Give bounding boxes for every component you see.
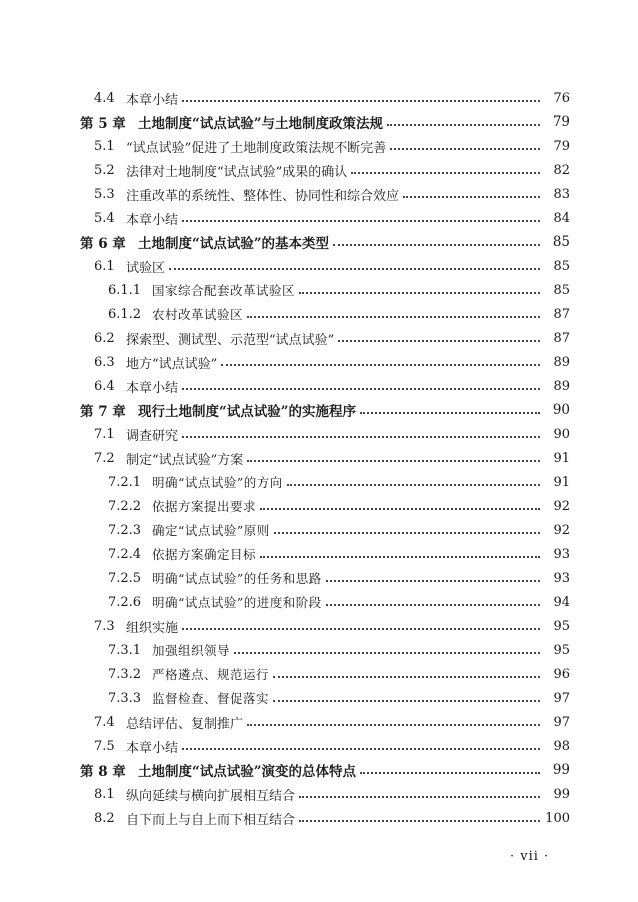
toc-entry-number: 7.3 xyxy=(94,618,115,634)
toc-section-entry[interactable] xyxy=(0,782,638,806)
toc-entry-title: 试验区 xyxy=(126,260,166,276)
toc-chapter-entry[interactable] xyxy=(0,398,638,422)
toc-entry-number: 5.4 xyxy=(94,210,115,226)
toc-dot-leader xyxy=(360,771,540,774)
toc-dot-leader xyxy=(351,171,540,174)
toc-dot-leader xyxy=(326,603,540,606)
toc-section-entry[interactable] xyxy=(0,182,638,206)
toc-entry-number: 7.2.2 xyxy=(108,498,142,514)
toc-entry-title: 依据方案确定目标 xyxy=(152,547,257,562)
toc-entry-page: 76 xyxy=(553,90,570,106)
toc-entry-number: 7.2 xyxy=(94,450,115,466)
toc-dot-leader xyxy=(273,699,540,702)
toc-section-entry[interactable] xyxy=(0,710,638,734)
toc-section-entry[interactable] xyxy=(0,254,638,278)
toc-entry-number: 7.3.1 xyxy=(108,642,142,658)
toc-entry-title: 制定“试点试验”方案 xyxy=(126,452,244,468)
toc-entry-title: 自下而上与自上而下相互结合 xyxy=(126,812,296,828)
toc-entry-number: 6.2 xyxy=(94,330,115,346)
toc-dot-leader xyxy=(299,291,540,294)
toc-entry-page: 91 xyxy=(553,450,570,466)
toc-entry-page: 87 xyxy=(553,330,570,346)
toc-entry-page: 85 xyxy=(553,258,570,274)
toc-dot-leader xyxy=(260,555,540,558)
toc-dot-leader xyxy=(182,627,540,630)
toc-entry-page: 79 xyxy=(552,114,570,130)
toc-chapter-entry[interactable] xyxy=(0,110,638,134)
toc-dot-leader xyxy=(221,363,540,366)
toc-entry-page: 96 xyxy=(553,666,570,682)
toc-entry-title: 明确“试点试验”的任务和思路 xyxy=(152,571,322,586)
page-number-footer: · vii · xyxy=(510,849,550,864)
toc-entry-number: 7.2.4 xyxy=(108,546,142,562)
toc-entry-number: 8.1 xyxy=(94,786,115,802)
toc-dot-leader xyxy=(360,411,540,414)
toc-section-entry[interactable] xyxy=(0,374,638,398)
toc-dot-leader xyxy=(169,267,540,270)
toc-dot-leader xyxy=(260,507,540,510)
toc-entry-page: 97 xyxy=(553,714,570,730)
toc-entry-page: 93 xyxy=(553,546,570,562)
toc-entry-number: 第 5 章 xyxy=(80,116,126,132)
toc-dot-leader xyxy=(182,435,540,438)
toc-dot-leader xyxy=(273,675,540,678)
toc-section-entry[interactable] xyxy=(0,326,638,350)
toc-entry-page: 95 xyxy=(553,618,570,634)
toc-entry-page: 87 xyxy=(553,306,570,322)
toc-entry-page: 94 xyxy=(553,594,570,610)
toc-dot-leader xyxy=(274,531,540,534)
toc-entry-number: 5.2 xyxy=(94,162,115,178)
toc-entry-title: 明确“试点试验”的方向 xyxy=(152,475,283,490)
toc-section-entry[interactable] xyxy=(0,614,638,638)
toc-dot-leader xyxy=(299,795,540,798)
toc-entry-page: 97 xyxy=(553,690,570,706)
toc-entry-number: 第 7 章 xyxy=(80,404,126,420)
toc-section-entry[interactable] xyxy=(0,350,638,374)
toc-entry-title: “试点试验”促进了土地制度政策法规不断完善 xyxy=(126,140,387,156)
toc-section-entry[interactable] xyxy=(0,422,638,446)
toc-entry-number: 7.3.3 xyxy=(108,690,142,706)
toc-entry-page: 90 xyxy=(552,402,570,418)
toc-chapter-entry[interactable] xyxy=(0,758,638,782)
toc-entry-page: 90 xyxy=(553,426,570,442)
toc-entry-number: 7.4 xyxy=(94,714,115,730)
toc-entry-page: 85 xyxy=(553,282,570,298)
toc-dot-leader xyxy=(390,147,540,150)
toc-entry-number: 7.1 xyxy=(94,426,115,442)
toc-subsection-entry[interactable] xyxy=(0,302,638,326)
toc-entry-page: 85 xyxy=(552,234,570,250)
toc-entry-title: 地方“试点试验” xyxy=(126,356,218,372)
toc-entry-title: 农村改革试验区 xyxy=(152,307,244,322)
toc-dot-leader xyxy=(287,483,540,486)
toc-entry-number: 7.2.5 xyxy=(108,570,142,586)
toc-entry-number: 7.5 xyxy=(94,738,115,754)
toc-entry-number: 7.2.3 xyxy=(108,522,142,538)
toc-entry-number: 7.2.1 xyxy=(108,474,142,490)
toc-entry-number: 7.2.6 xyxy=(108,594,142,610)
toc-entry-number: 5.1 xyxy=(94,138,115,154)
toc-entry-title: 纵向延续与横向扩展相互结合 xyxy=(126,788,296,804)
toc-section-entry[interactable] xyxy=(0,206,638,230)
toc-entry-title: 依据方案提出要求 xyxy=(152,499,257,514)
toc-entry-number: 第 6 章 xyxy=(80,236,126,252)
toc-entry-title: 法律对土地制度“试点试验”成果的确认 xyxy=(126,164,348,180)
toc-subsection-entry[interactable] xyxy=(0,566,638,590)
toc-entry-title: 本章小结 xyxy=(126,740,179,756)
toc-entry-page: 83 xyxy=(553,186,570,202)
toc-entry-title: 本章小结 xyxy=(126,92,179,108)
toc-entry-number: 6.3 xyxy=(94,354,115,370)
toc-entry-page: 79 xyxy=(553,138,570,154)
toc-entry-page: 92 xyxy=(553,498,570,514)
toc-dot-leader xyxy=(338,339,540,342)
toc-entry-page: 93 xyxy=(553,570,570,586)
toc-entry-title: 确定“试点试验”原则 xyxy=(152,523,270,538)
toc-section-entry[interactable] xyxy=(0,806,638,830)
toc-subsection-entry[interactable] xyxy=(0,542,638,566)
toc-subsection-entry[interactable] xyxy=(0,590,638,614)
toc-entry-number: 8.2 xyxy=(94,810,115,826)
toc-entry-title: 土地制度“试点试验”与土地制度政策法规 xyxy=(138,116,384,132)
toc-dot-leader xyxy=(299,819,540,822)
toc-entry-title: 现行土地制度“试点试验”的实施程序 xyxy=(138,404,357,420)
toc-entry-page: 95 xyxy=(553,642,570,658)
toc-subsection-entry[interactable] xyxy=(0,686,638,710)
toc-entry-title: 注重改革的系统性、整体性、协同性和综合效应 xyxy=(126,188,400,204)
toc-entry-title: 探索型、测试型、示范型“试点试验” xyxy=(126,332,335,348)
toc-entry-number: 6.1.1 xyxy=(108,282,142,298)
toc-entry-title: 组织实施 xyxy=(126,620,179,636)
toc-section-entry[interactable] xyxy=(0,446,638,470)
toc-entry-page: 82 xyxy=(553,162,570,178)
toc-entry-page: 100 xyxy=(545,810,570,826)
toc-entry-page: 99 xyxy=(552,762,570,778)
toc-dot-leader xyxy=(247,315,540,318)
toc-entry-title: 加强组织领导 xyxy=(152,643,231,658)
toc-section-entry[interactable] xyxy=(0,734,638,758)
toc-entry-number: 6.4 xyxy=(94,378,115,394)
toc-entry-title: 土地制度“试点试验”演变的总体特点 xyxy=(138,764,357,780)
toc-subsection-entry[interactable] xyxy=(0,494,638,518)
toc-entry-number: 第 8 章 xyxy=(80,764,126,780)
toc-dot-leader xyxy=(403,195,540,198)
toc-dot-leader xyxy=(234,651,540,654)
toc-entry-title: 土地制度“试点试验”的基本类型 xyxy=(138,236,330,252)
toc-entry-page: 99 xyxy=(553,786,570,802)
toc-section-entry[interactable] xyxy=(0,86,638,110)
toc-dot-leader xyxy=(247,723,540,726)
toc-subsection-entry[interactable] xyxy=(0,638,638,662)
toc-entry-page: 98 xyxy=(553,738,570,754)
toc-entry-number: 4.4 xyxy=(94,90,115,106)
toc-dot-leader xyxy=(333,243,540,246)
toc-subsection-entry[interactable] xyxy=(0,518,638,542)
toc-dot-leader xyxy=(326,579,540,582)
toc-dot-leader xyxy=(182,219,540,222)
toc-entry-title: 本章小结 xyxy=(126,380,179,396)
toc-dot-leader xyxy=(247,459,540,462)
toc-entry-title: 明确“试点试验”的进度和阶段 xyxy=(152,595,322,610)
toc-entry-number: 7.3.2 xyxy=(108,666,142,682)
toc-dot-leader xyxy=(182,747,540,750)
toc-entry-title: 严格遴点、规范运行 xyxy=(152,667,270,682)
toc-entry-title: 总结评估、复制推广 xyxy=(126,716,244,732)
toc-entry-title: 调查研究 xyxy=(126,428,179,444)
toc-entry-page: 91 xyxy=(553,474,570,490)
toc-entry-page: 89 xyxy=(553,354,570,370)
toc-chapter-entry[interactable] xyxy=(0,230,638,254)
toc-entry-page: 84 xyxy=(553,210,570,226)
toc-entry-page: 92 xyxy=(553,522,570,538)
toc-subsection-entry[interactable] xyxy=(0,662,638,686)
toc-section-entry[interactable] xyxy=(0,158,638,182)
table-of-contents xyxy=(0,86,638,830)
toc-dot-leader xyxy=(182,99,540,102)
toc-entry-number: 6.1 xyxy=(94,258,115,274)
toc-entry-page: 89 xyxy=(553,378,570,394)
toc-entry-number: 6.1.2 xyxy=(108,306,142,322)
toc-subsection-entry[interactable] xyxy=(0,278,638,302)
toc-entry-title: 本章小结 xyxy=(126,212,179,228)
toc-subsection-entry[interactable] xyxy=(0,470,638,494)
toc-dot-leader xyxy=(182,387,540,390)
toc-entry-title: 监督检查、督促落实 xyxy=(152,691,270,706)
toc-section-entry[interactable] xyxy=(0,134,638,158)
toc-entry-title: 国家综合配套改革试验区 xyxy=(152,283,296,298)
toc-dot-leader xyxy=(387,123,540,126)
toc-entry-number: 5.3 xyxy=(94,186,115,202)
